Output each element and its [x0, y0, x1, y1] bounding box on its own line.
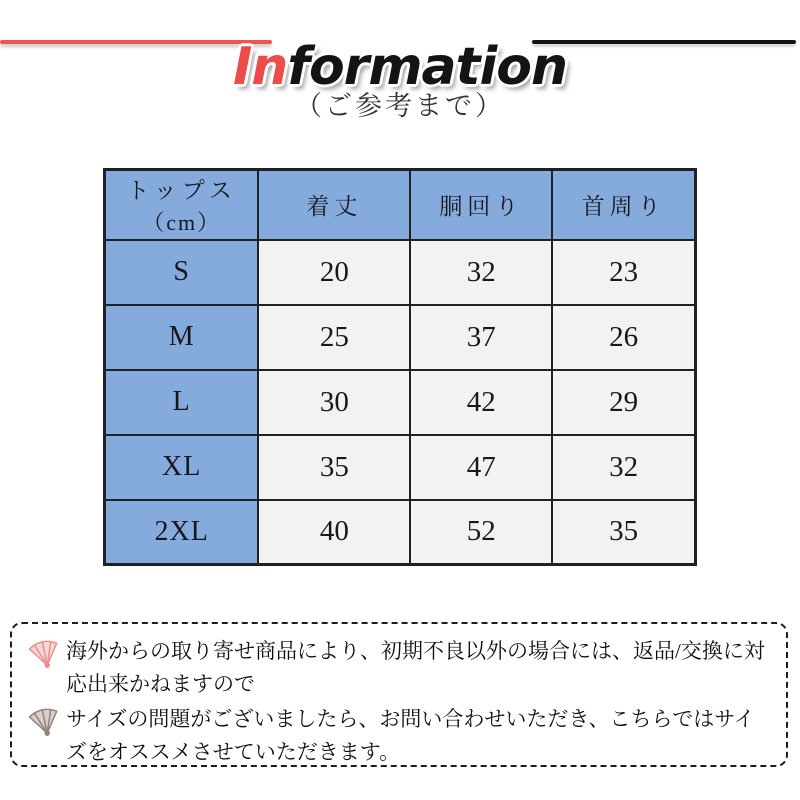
cell-girth: 42 [410, 370, 552, 435]
cell-girth: 37 [410, 305, 552, 370]
cell-girth: 47 [410, 435, 552, 500]
folding-fan-icon [23, 631, 67, 675]
disclaimer-note-box [10, 622, 788, 767]
size-chart-table [103, 168, 697, 566]
cell-body-length: 35 [258, 435, 410, 500]
cell-neck: 26 [552, 305, 695, 370]
page-title-accent: In [232, 36, 288, 97]
note-item-returns [26, 635, 774, 701]
cell-neck: 23 [552, 240, 695, 305]
cell-neck: 29 [552, 370, 695, 435]
cell-body-length: 25 [258, 305, 410, 370]
column-header-tops-cm [105, 170, 259, 240]
column-header-unit-label: （cm） [142, 210, 222, 236]
size-chart-header-row [105, 170, 696, 240]
note-text: 海外からの取り寄せ商品により、初期不良以外の場合には、返品/交換に対応出来かねますので [66, 639, 765, 696]
table-row-l [105, 370, 696, 435]
size-label: L [105, 370, 259, 435]
size-label: 2XL [105, 500, 259, 565]
page-subtitle: （ご参考まで） [295, 91, 505, 121]
table-row-xl [105, 435, 696, 500]
note-item-sizing [26, 703, 774, 769]
cell-neck: 35 [552, 500, 695, 565]
table-row-s [105, 240, 696, 305]
table-row-2xl [105, 500, 696, 565]
note-text: サイズの問題がございましたら、お問い合わせいただき、こちらではサイズをオススメさせていただきます。 [66, 707, 755, 764]
cell-body-length: 40 [258, 500, 410, 565]
cell-girth: 32 [410, 240, 552, 305]
table-row-m [105, 305, 696, 370]
size-label: S [105, 240, 259, 305]
column-header-neck: 首周り [552, 170, 695, 240]
size-label: M [105, 305, 259, 370]
page-title-rest: formation [287, 36, 568, 97]
column-header-tops-label: トップス [126, 178, 237, 204]
cell-body-length: 20 [258, 240, 410, 305]
cell-girth: 52 [410, 500, 552, 565]
size-label: XL [105, 435, 259, 500]
folding-fan-icon [23, 699, 67, 743]
cell-body-length: 30 [258, 370, 410, 435]
column-header-body-length: 着丈 [258, 170, 410, 240]
column-header-girth: 胴回り [410, 170, 552, 240]
cell-neck: 32 [552, 435, 695, 500]
